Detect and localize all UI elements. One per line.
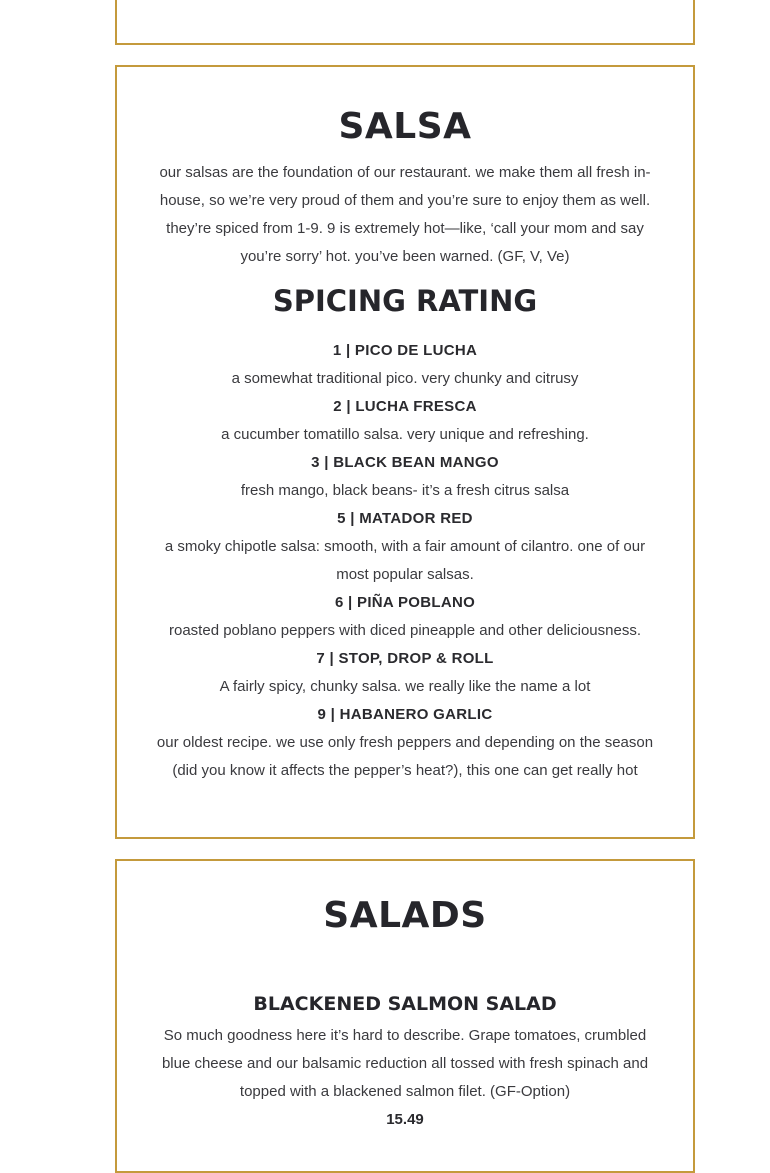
salads-menu-card: [115, 859, 695, 1173]
salsa-intro-text: our salsas are the foundation of our restaurant. we make them all fresh in-house, so we’re very proud of them and you’re sure to enjoy them as well. they’re spiced from 1-9. 9 is extremely hot—like, ‘call your mom and say you’re sorry’ hot. you’ve been warned. (GF, V, Ve): [159, 164, 651, 265]
salsa-item-desc: a smoky chipotle salsa: smooth, with a fair amount of cilantro. one of our most popular salsas.: [164, 538, 646, 583]
salad-item-price: 15.49: [386, 1111, 424, 1128]
salsa-menu-card: [115, 65, 695, 839]
salsa-item-desc: fresh mango, black beans- it’s a fresh citrus salsa: [240, 482, 570, 499]
salsa-item-desc: roasted poblano peppers with diced pineapple and other deliciousness.: [169, 622, 641, 639]
salad-item-desc: So much goodness here it’s hard to describe. Grape tomatoes, crumbled blue cheese and our balsamic reduction all tossed with fresh spinach and topped with a blackened salmon filet. (GF-Option): [161, 1027, 649, 1100]
salad-item-name: BLACKENED SALMON SALAD: [253, 993, 557, 1015]
salsa-item-name: 1 | PICO DE LUCHA: [332, 342, 478, 359]
salsa-item-desc: A fairly spicy, chunky salsa. we really like the name a lot: [219, 678, 591, 695]
salsa-item-name: 2 | LUCHA FRESCA: [333, 398, 477, 415]
salsa-item-name: 7 | STOP, DROP & ROLL: [316, 650, 494, 667]
salsa-item-desc: our oldest recipe. we use only fresh peppers and depending on the season (did you know it affects the pepper’s heat?), this one can get really hot: [156, 734, 654, 779]
spicing-rating-title: SPICING RATING: [272, 284, 538, 318]
salsa-section-title: SALSA: [338, 106, 472, 147]
salsa-item-name: 5 | MATADOR RED: [337, 510, 473, 527]
salsa-item-desc: a cucumber tomatillo salsa. very unique and refreshing.: [221, 426, 589, 443]
salsa-item-name: 6 | PIÑA POBLANO: [334, 594, 476, 611]
salsa-item-name: 3 | BLACK BEAN MANGO: [311, 454, 499, 471]
salsa-item-desc: a somewhat traditional pico. very chunky and citrusy: [231, 370, 579, 387]
previous-menu-card: [115, 0, 695, 45]
salsa-item-name: 9 | HABANERO GARLIC: [317, 706, 493, 723]
salads-section-title: SALADS: [323, 895, 487, 936]
